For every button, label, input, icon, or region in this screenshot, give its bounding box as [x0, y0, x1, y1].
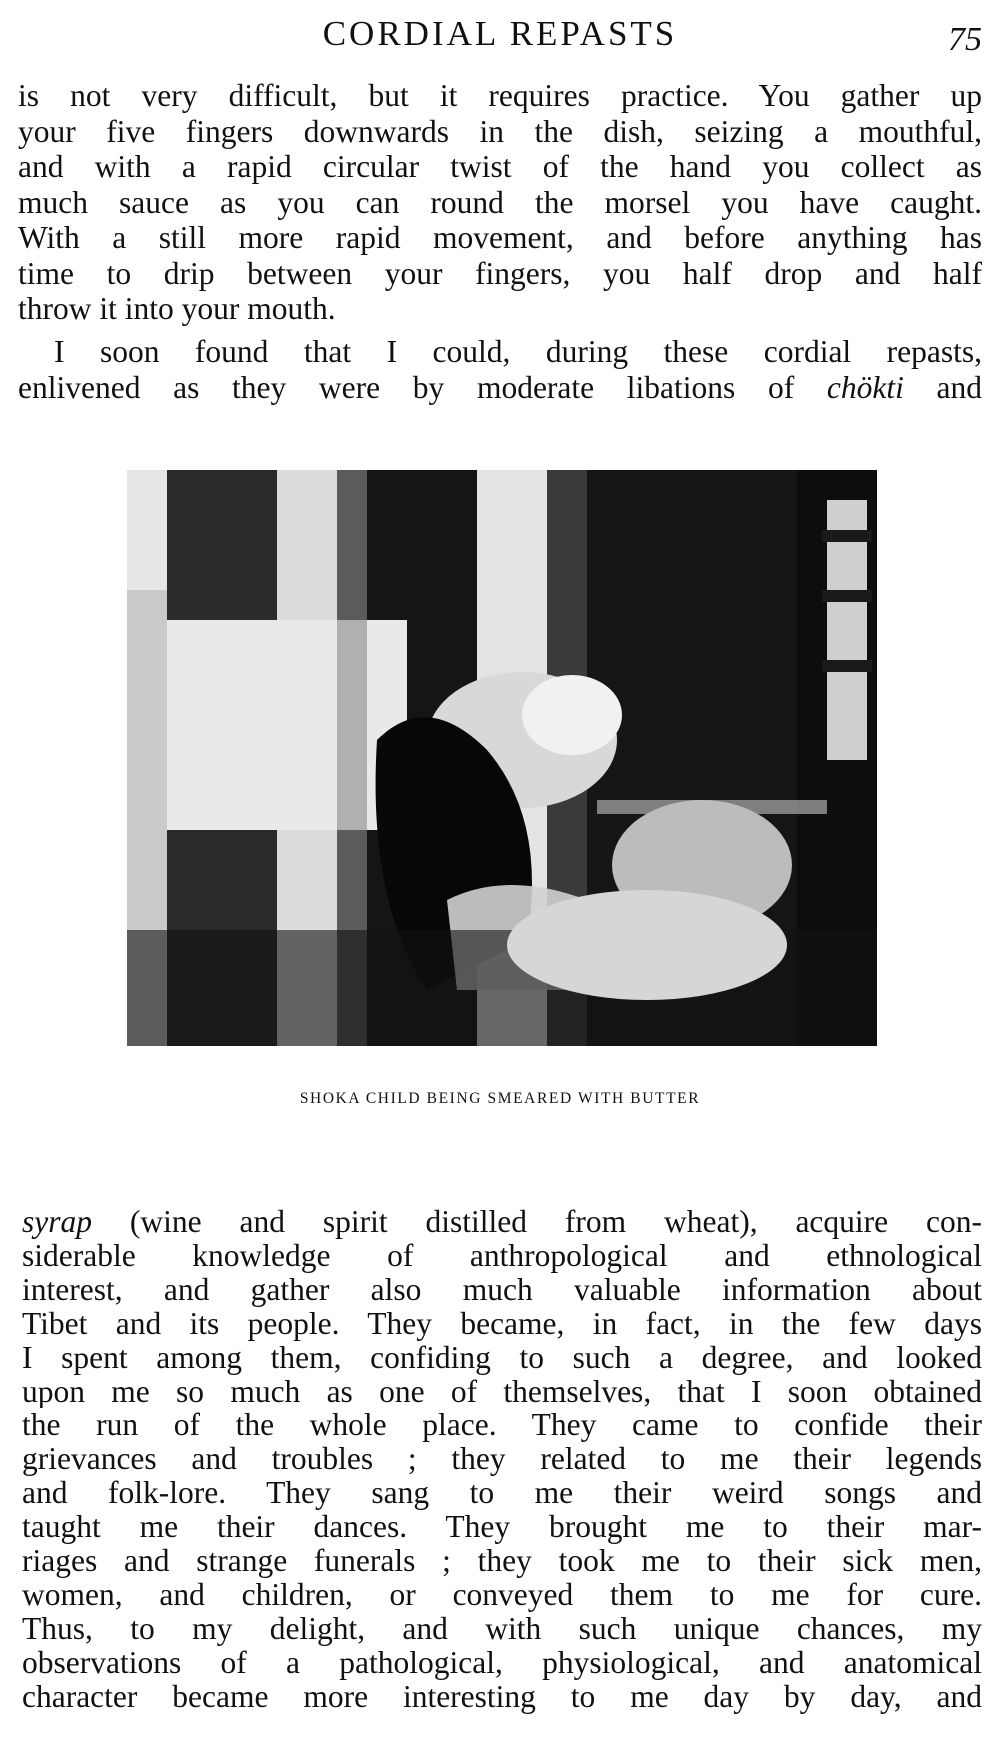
text-line: and with a rapid circular twist of the hand you collect as [18, 149, 982, 184]
text-line: women, and children, or conveyed them to me for cure. [22, 1577, 982, 1612]
running-head [18, 10, 982, 58]
paragraph-1 [18, 78, 982, 327]
text-line: throw it into your mouth. [18, 291, 336, 326]
page-number: 75 [948, 21, 982, 58]
text-line: character became more interesting to me day by day, and [22, 1679, 982, 1714]
text-line [22, 1205, 982, 1239]
text-line: Thus, to my delight, and with such unique chances, my [22, 1611, 982, 1646]
text-line: taught me their dances. They brought me to their mar- [22, 1510, 982, 1545]
text-line: With a still more rapid movement, and before anything has [18, 220, 982, 255]
text-run: (wine and spirit distilled from wheat), acquire con- [92, 1205, 982, 1239]
text-line: your five fingers downwards in the dish, seizing a mouthful, [18, 113, 982, 149]
page-title: CORDIAL REPASTS [322, 14, 678, 53]
text-line: upon me so much as one of themselves, that I soon obtained [22, 1374, 982, 1409]
figure-photograph [127, 470, 877, 1046]
text-line: I soon found that I could, during these cordial repasts, [54, 334, 982, 369]
text-line: interest, and gather also much valuable information about [22, 1272, 982, 1307]
text-line: Tibet and its people. They became, in fact, in the few days [22, 1306, 982, 1341]
figure-caption: SHOKA CHILD BEING SMEARED WITH BUTTER [299, 1090, 701, 1107]
text-line: time to drip between your fingers, you half drop and half [18, 255, 982, 291]
text-line [18, 370, 982, 406]
text-line: grievances and troubles ; they related to me their legends [22, 1442, 982, 1477]
text-line: much sauce as you can round the morsel you have caught. [18, 184, 982, 220]
photo-illustration [127, 470, 877, 1046]
paragraph-2 [18, 334, 982, 405]
italic-term: syrap [22, 1205, 92, 1239]
text-line: siderable knowledge of anthropological and ethnological [22, 1238, 982, 1273]
text-run: enlivened as they were by moderate libations of [18, 369, 827, 405]
italic-term: chökti [826, 369, 904, 405]
text-line: riages and strange funerals ; they took me to their sick men, [22, 1544, 982, 1578]
text-line: I spent among them, confiding to such a degree, and looked [22, 1340, 982, 1375]
text-line: and folk-lore. They sang to me their weird songs and [22, 1476, 982, 1511]
text-line: observations of a pathological, physiological, and anatomical [22, 1645, 982, 1680]
text-run: and [903, 369, 982, 405]
paragraph-3 [22, 1205, 982, 1714]
text-line: is not very difficult, but it requires practice. You gather up [18, 78, 982, 113]
text-line: the run of the whole place. They came to confide their [22, 1408, 982, 1443]
